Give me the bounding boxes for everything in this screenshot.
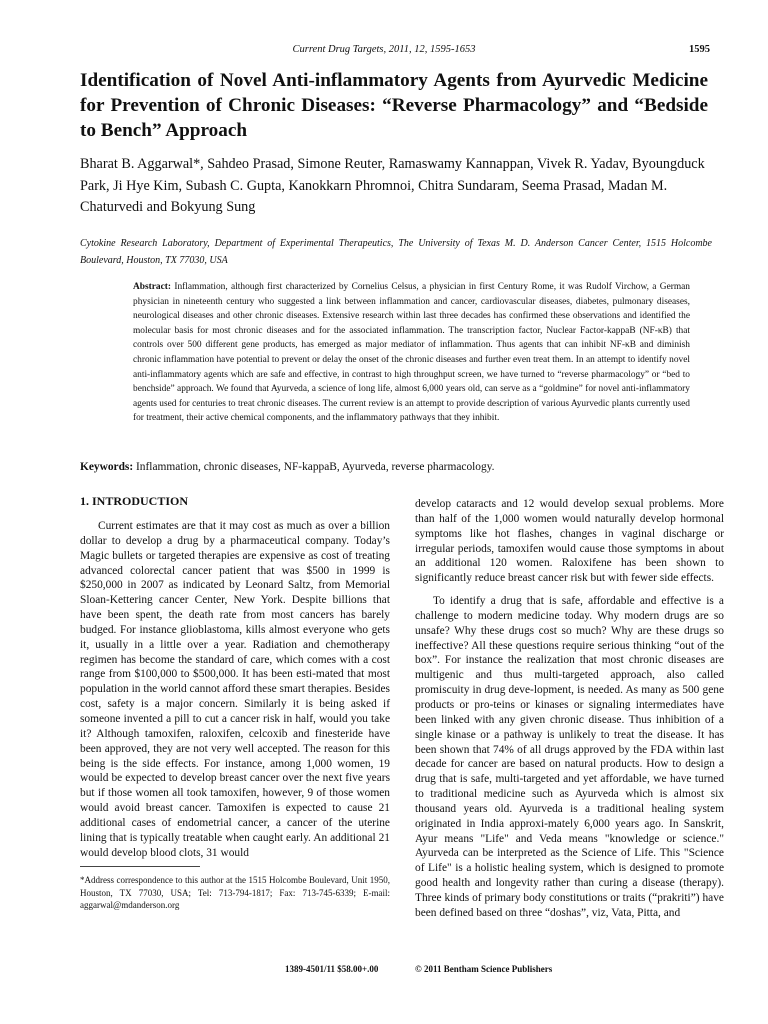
correspondence-footnote — [80, 874, 390, 912]
correspondence-footnote-text[interactable]: *Address correspondence to this author at the 1515 Holcombe Boulevard, Unit 1950, Houston, TX 77030, USA; Tel: 713-794-1817; Fax: 713-745-6339; E-mail: aggarwal@mdanderson.org — [80, 875, 390, 911]
abstract-text: Inflammation, although first characterized by Cornelius Celsus, a physician in first Century Rome, it was Rudolf Virchow, a German physician in nineteenth century who suggested a link between inflammation and cancer, cardiovascular diseases, diabetes, pulmonary diseases, neurological diseases and other chronic diseases. Extensive research within last three decades has confirmed these observations and identified the molecular basis for most chronic diseases and for the associated inflammation. The transcription factor, Nuclear Factor-kappaB (NF-κB) that controls over 500 different gene products, has emerged as major mediator of inflammation. Thus agents that can inhibit NF-κB and diminish chronic inflammation have potential to prevent or delay the onset of the chronic diseases and further even treat them. In an attempt to identify novel anti-inflammatory agents which are safe and effective, in contrast to high throughput screen, we have turned to “reverse pharmacology” or “bed to benchside” approach. We found that Ayurveda, a science of long life, almost 6,000 years old, can serve as a “goldmine” for novel anti-inflammatory agents used for centuries to treat chronic diseases. The current review is an attempt to provide description of various Ayurvedic plants currently used for treatment, their active chemical components, and the inflammatory pathways that they inhibit. — [133, 282, 690, 424]
left-column — [80, 494, 390, 860]
abstract — [133, 280, 690, 426]
right-column — [415, 497, 724, 921]
abstract-label: Abstract: — [133, 282, 172, 292]
section-heading-introduction: 1. INTRODUCTION — [80, 494, 189, 508]
body-paragraph: develop cataracts and 12 would develop sexual problems. More than half of the 1,000 women would naturally develop hormonal symptoms like hot flashes, changes in vaginal discharge or irregular periods, tamoxifen would cause those symptoms in about an additional 120 women. Raloxifene has been shown to significantly reduce breast cancer risk but with fewer side effects. — [415, 498, 724, 585]
keywords-text: Inflammation, chronic diseases, NF-kappaB, Ayurveda, reverse pharmacology. — [136, 461, 495, 473]
author-list: Bharat B. Aggarwal*, Sahdeo Prasad, Simone Reuter, Ramaswamy Kannappan, Vivek R. Yadav, Byoungduck Park, Ji Hye Kim, Subash C. Gupta, Kanokkarn Phromnoi, Chitra Sundaram, Seema Prasad, Madan M. Chaturvedi and Bokyung Sung — [80, 156, 705, 215]
page-number: 1595 — [689, 44, 710, 55]
issn-price: 1389-4501/11 $58.00+.00 — [285, 964, 379, 974]
keywords-label: Keywords: — [80, 461, 134, 473]
copyright-notice: © 2011 Bentham Science Publishers — [415, 964, 553, 974]
footnote-divider — [80, 866, 200, 867]
body-paragraph: Current estimates are that it may cost as much as over a billion dollar to develop a drug by a pharmaceutical company. Today’s Magic bullets or targeted therapies are expensive as cost of treating advanced colorectal cancer patient that was $500 in 1999 is $250,000 in 2007 as indicated by Leonard Saltz, from Memorial Sloan-Kettering cancer Center, New York. Despite billions that have been spent, the death rate from most cancers has barely budged. For instance glioblastoma, kills almost everyone who gets it, usually in a little over a year. Radiation and chemotherapy regimen has become the standard of care, which comes with a cost range from $100,000 to $500,000. It has been esti-mated that most population in the world cannot afford these smart therapies. Besides cost, safety is a major concern. Similarly it is being asked if someone invented a pill to cut a cancer risk in half, would you take it? Although tamoxifen, raloxifen, celcoxib and finesteride have been approved, they are not very well accepted. The reason for this being is the side effects. For instance, among 1,000 women, 19 would be expected to develop breast cancer over the next five years but if those women all took tamoxifen, however, 9 of those women would avoid breast cancer. Tamoxifen is expected to cause 21 additional cases of endometrial cancer, a cancer of the uterine lining that is typically treatable when caught early. An additional 21 would develop blood clots, 31 would — [80, 520, 390, 859]
keywords — [80, 459, 710, 475]
body-paragraph: To identify a drug that is safe, affordable and effective is a challenge to modern medicine today. Why modern drugs are so unsafe? Why these drugs cost so much? Why are these drugs so ineffective? All these questions require serious thinking “out of the box”. For instance the realization that most chronic diseases are multigenic and thus multi-targeted approach, also called promiscuity in drug deve-lopment, is needed. As many as 500 gene products or pro-teins or kinases or signaling intermediates have been linked with any given chronic disease. Thus inhibition of a single kinase or a pathway is unlikely to treat the disease. It has been shown that 74% of all drugs approved by the FDA within last decade for cancer are based on natural products. How to design a drug that is safe, multi-targeted and yet affordable, we have turned to traditional medicine such as Ayurveda which is almost six thousand years old. Ayurveda is a traditional healing system originated in India approxi-mately 6,000 years ago. In Sanskrit, Ayur means "Life" and Veda means "knowledge or science." Ayurveda can be interpreted as the Science of Life. This "Science of Life" is a holistic healing system, which is designed to promote good health and longevity rather than curing a disease (therapy). Three kinds of primary body constitutions or traits (“prakriti”) have been defined based on three “doshas”, viz, Vata, Pitta, and — [415, 595, 724, 919]
running-header — [80, 44, 710, 60]
author-affiliation: Cytokine Research Laboratory, Department of Experimental Therapeutics, The University of Texas M. D. Anderson Cancer Center, 1515 Holcombe Boulevard, Houston, TX 77030, USA — [80, 238, 712, 266]
journal-citation: Current Drug Targets, 2011, 12, 1595-1653 — [292, 44, 476, 55]
article-title: Identification of Novel Anti-inflammatory Agents from Ayurvedic Medicine for Prevention of Chronic Diseases: “Reverse Pharmacology” and “Bedside to Bench” Approach — [80, 70, 708, 141]
